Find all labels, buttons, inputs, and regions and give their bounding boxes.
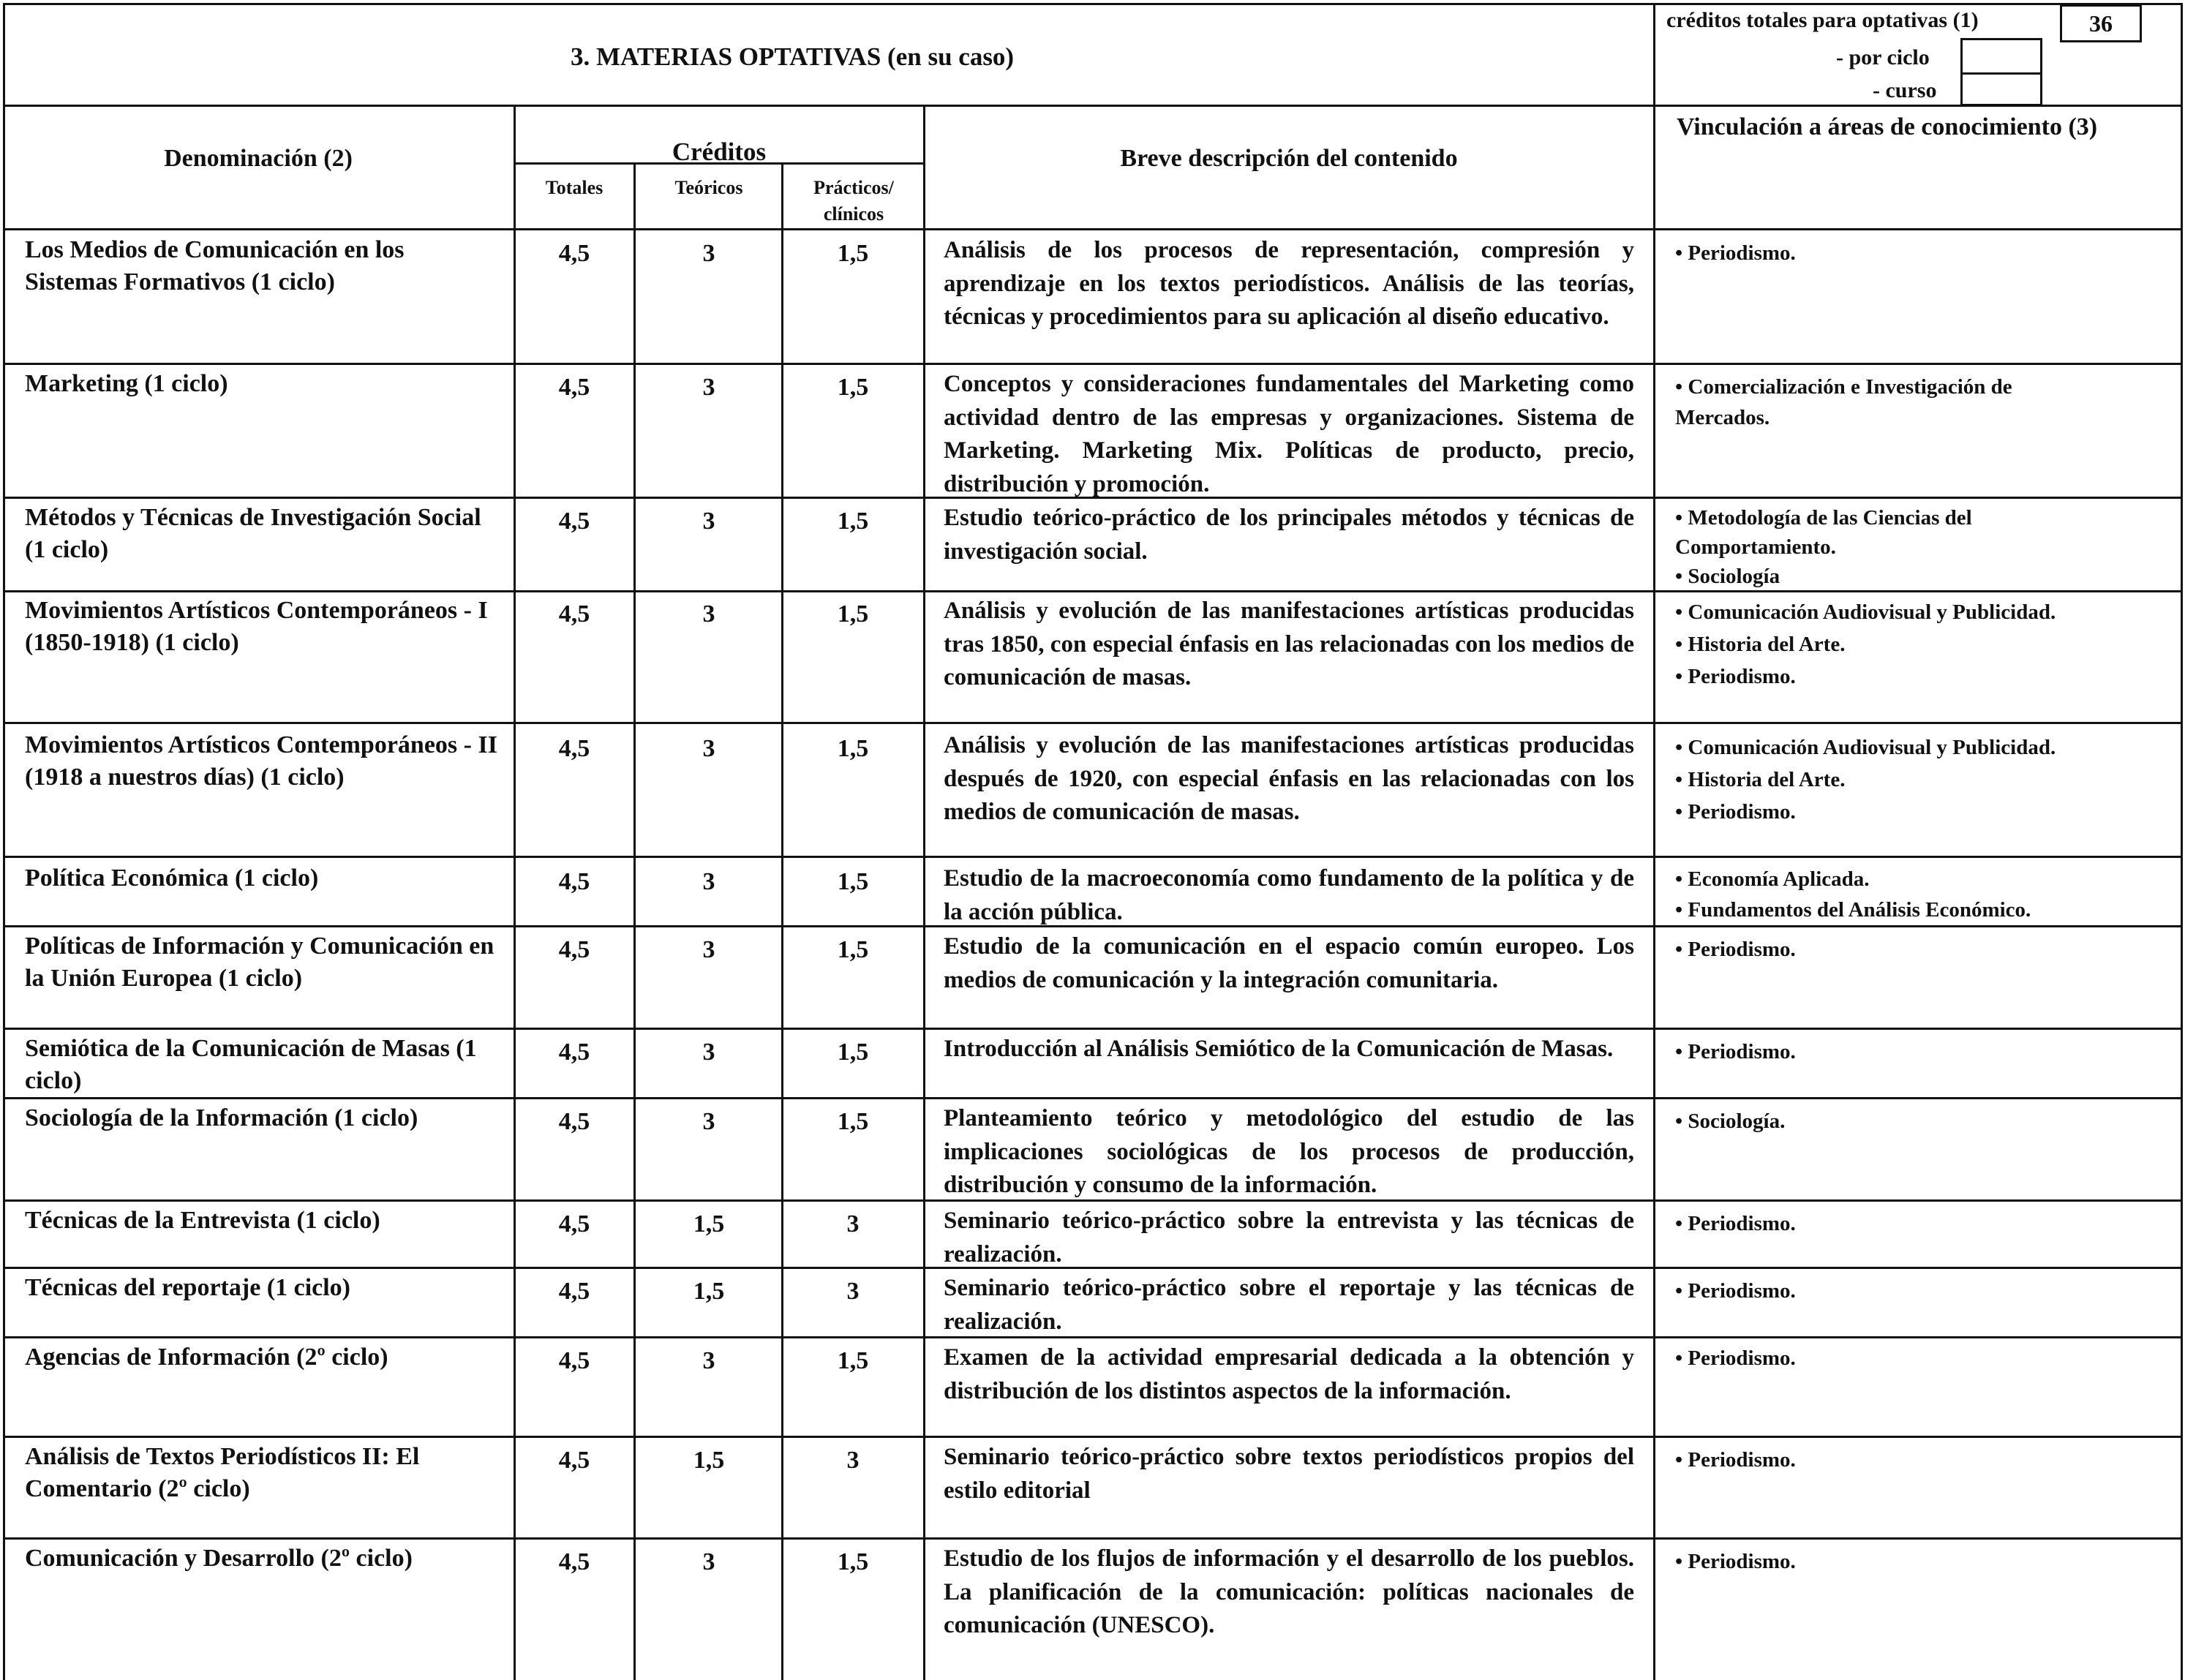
credits-total-label: créditos totales para optativas (1) xyxy=(1666,8,1979,32)
area-item: • Periodismo. xyxy=(1675,1208,1796,1239)
row-theoretical: 1,5 xyxy=(693,1447,725,1474)
row-totals: 4,5 xyxy=(558,1278,590,1305)
row-practical: 1,5 xyxy=(837,1039,869,1066)
row-areas xyxy=(1675,1276,1796,1306)
row-description: Seminario teórico-práctico sobre la entrevista y las técnicas de realización. xyxy=(944,1208,1634,1267)
row-name: Marketing (1 ciclo) xyxy=(25,370,228,397)
row-areas xyxy=(1675,596,2056,693)
area-item: • Fundamentos del Análisis Económico. xyxy=(1675,894,2031,925)
row-theoretical: 3 xyxy=(702,240,715,267)
row-description: Estudio de los flujos de información y el desarrollo de los pueblos. La planificación de la comunicación: políticas nacionales de comunicación (UNESCO). xyxy=(944,1545,1634,1638)
row-name: Los Medios de Comunicación en los Sistemas Formativos (1 ciclo) xyxy=(25,236,405,295)
row-description: Examen de la actividad empresarial dedicada a la obtención y distribución de los distintos aspectos de la información. xyxy=(944,1344,1634,1404)
row-totals: 4,5 xyxy=(558,240,590,267)
per-cycle-label: - por ciclo xyxy=(1836,45,1930,69)
area-item: • Sociología xyxy=(1675,562,2085,591)
row-theoretical: 1,5 xyxy=(693,1278,725,1305)
row-name: Técnicas del reportaje (1 ciclo) xyxy=(25,1274,351,1301)
row-totals: 4,5 xyxy=(558,1548,590,1575)
row-totals: 4,5 xyxy=(558,868,590,895)
row-theoretical: 3 xyxy=(702,1548,715,1575)
row-description: Análisis y evolución de las manifestaciones artísticas producidas tras 1850, con especial énfasis en las relacionadas con los medios de comunicación de masas. xyxy=(944,598,1634,690)
row-theoretical: 3 xyxy=(702,600,715,628)
row-areas xyxy=(1675,1036,1796,1067)
row-description: Estudio de la comunicación en el espacio común europeo. Los medios de comunicación y la integración comunitaria. xyxy=(944,933,1634,993)
area-item: • Periodismo. xyxy=(1675,660,2056,693)
row-totals: 4,5 xyxy=(558,1210,590,1238)
row-name: Políticas de Información y Comunicación en la Unión Europea (1 ciclo) xyxy=(25,933,494,992)
area-item: • Historia del Arte. xyxy=(1675,764,2056,796)
row-description: Seminario teórico-práctico sobre el reportaje y las técnicas de realización. xyxy=(944,1275,1634,1335)
row-practical: 3 xyxy=(846,1278,860,1305)
area-item: • Periodismo. xyxy=(1675,796,2056,828)
area-item: • Economía Aplicada. xyxy=(1675,864,2031,894)
col-theoretical: Teóricos xyxy=(674,177,743,198)
row-description: Estudio teórico-práctico de los principales métodos y técnicas de investigación social. xyxy=(944,505,1634,565)
row-totals: 4,5 xyxy=(558,1447,590,1474)
row-practical: 3 xyxy=(846,1447,860,1474)
row-totals: 4,5 xyxy=(558,1108,590,1135)
col-totals: Totales xyxy=(545,177,603,198)
row-name: Técnicas de la Entrevista (1 ciclo) xyxy=(25,1207,380,1234)
section-title: 3. MATERIAS OPTATIVAS (en su caso) xyxy=(571,42,1015,71)
row-totals: 4,5 xyxy=(558,735,590,762)
row-practical: 1,5 xyxy=(837,868,869,895)
row-practical: 1,5 xyxy=(837,374,869,401)
row-areas xyxy=(1675,1444,1796,1475)
row-practical: 1,5 xyxy=(837,240,869,267)
row-areas xyxy=(1675,864,2031,925)
row-areas xyxy=(1675,1343,1796,1374)
row-totals: 4,5 xyxy=(558,600,590,628)
row-description: Análisis y evolución de las manifestaciones artísticas producidas después de 1920, con especial énfasis en las relacionadas con los medios de comunicación de masas. xyxy=(944,732,1634,825)
col-areas: Vinculación a áreas de conocimiento (3) xyxy=(1677,113,2098,140)
row-areas xyxy=(1675,372,2085,433)
area-item: • Historia del Arte. xyxy=(1675,628,2056,660)
col-practical-2: clínicos xyxy=(823,203,884,225)
row-totals: 4,5 xyxy=(558,508,590,535)
row-totals: 4,5 xyxy=(558,374,590,401)
col-description: Breve descripción del contenido xyxy=(1120,145,1458,172)
row-areas xyxy=(1675,238,1796,268)
area-item: • Comunicación Audiovisual y Publicidad. xyxy=(1675,731,2056,764)
row-practical: 1,5 xyxy=(837,1548,869,1575)
row-name: Movimientos Artísticos Contemporáneos - II (1918 a nuestros días) (1 ciclo) xyxy=(25,731,497,791)
area-item: • Periodismo. xyxy=(1675,934,1796,965)
row-practical: 1,5 xyxy=(837,1108,869,1135)
row-practical: 1,5 xyxy=(837,735,869,762)
row-areas xyxy=(1675,1546,1796,1577)
col-denomination: Denominación (2) xyxy=(164,145,353,172)
row-totals: 4,5 xyxy=(558,936,590,963)
row-practical: 3 xyxy=(846,1210,860,1238)
row-theoretical: 3 xyxy=(702,735,715,762)
area-item: • Comercialización e Investigación de Mercados. xyxy=(1675,372,2085,433)
row-practical: 1,5 xyxy=(837,508,869,535)
row-practical: 1,5 xyxy=(837,1347,869,1374)
row-theoretical: 3 xyxy=(702,374,715,401)
area-item: • Periodismo. xyxy=(1675,1036,1796,1067)
row-areas xyxy=(1675,731,2056,828)
row-areas xyxy=(1675,1208,1796,1239)
row-name: Agencias de Información (2º ciclo) xyxy=(25,1344,388,1371)
row-theoretical: 3 xyxy=(702,1347,715,1374)
row-theoretical: 3 xyxy=(702,508,715,535)
area-item: • Periodismo. xyxy=(1675,238,1796,268)
row-areas xyxy=(1675,934,1796,965)
row-areas xyxy=(1675,503,2085,591)
per-cycle-box xyxy=(1960,38,2042,75)
area-item: • Comunicación Audiovisual y Publicidad. xyxy=(1675,596,2056,628)
area-item: • Periodismo. xyxy=(1675,1343,1796,1374)
row-theoretical: 3 xyxy=(702,868,715,895)
area-item: • Periodismo. xyxy=(1675,1546,1796,1577)
row-description: Seminario teórico-práctico sobre textos periodísticos propios del estilo editorial xyxy=(944,1444,1634,1504)
row-name: Comunicación y Desarrollo (2º ciclo) xyxy=(25,1545,413,1572)
row-theoretical: 3 xyxy=(702,1039,715,1066)
row-description: Planteamiento teórico y metodológico del estudio de las implicaciones sociológicas de los procesos de producción, distribución y consumo de la información. xyxy=(944,1105,1634,1198)
row-name: Sociología de la Información (1 ciclo) xyxy=(25,1104,418,1131)
row-name: Métodos y Técnicas de Investigación Social (1 ciclo) xyxy=(25,504,481,563)
row-name: Semiótica de la Comunicación de Masas (1 ciclo) xyxy=(25,1035,477,1094)
row-totals: 4,5 xyxy=(558,1347,590,1374)
row-name: Movimientos Artísticos Contemporáneos - I (1850-1918) (1 ciclo) xyxy=(25,597,488,656)
col-practical: Prácticos/ xyxy=(813,177,894,198)
row-name: Análisis de Textos Periodísticos II: El Comentario (2º ciclo) xyxy=(25,1443,420,1502)
area-item: • Sociología. xyxy=(1675,1106,1785,1137)
row-description: Conceptos y consideraciones fundamentales del Marketing como actividad dentro de las empresas y organizaciones. Sistema de Marketing. Marketing Mix. Políticas de producto, precio, distribución y promoción. xyxy=(944,371,1634,497)
row-totals: 4,5 xyxy=(558,1039,590,1066)
row-name: Política Económica (1 ciclo) xyxy=(25,865,319,892)
credits-total-value: 36 xyxy=(2089,10,2113,37)
area-item: • Periodismo. xyxy=(1675,1444,1796,1475)
col-credits: Créditos xyxy=(672,138,767,166)
row-practical: 1,5 xyxy=(837,600,869,628)
area-item: • Periodismo. xyxy=(1675,1276,1796,1306)
row-theoretical: 3 xyxy=(702,936,715,963)
course-label: - curso xyxy=(1873,78,1937,102)
row-theoretical: 3 xyxy=(702,1108,715,1135)
row-theoretical: 1,5 xyxy=(693,1210,725,1238)
row-practical: 1,5 xyxy=(837,936,869,963)
area-item: • Metodología de las Ciencias del Comportamiento. xyxy=(1675,503,2085,562)
row-description: Estudio de la macroeconomía como fundamento de la política y de la acción pública. xyxy=(944,865,1634,925)
row-description: Análisis de los procesos de representación, compresión y aprendizaje en los textos periodísticos. Análisis de las teorías, técnicas y procedimientos para su aplicación al diseño educativo. xyxy=(944,237,1634,330)
course-box xyxy=(1960,72,2042,106)
credits-total-box xyxy=(2060,4,2142,42)
row-areas xyxy=(1675,1106,1785,1137)
row-description: Introducción al Análisis Semiótico de la Comunicación de Masas. xyxy=(944,1036,1614,1062)
